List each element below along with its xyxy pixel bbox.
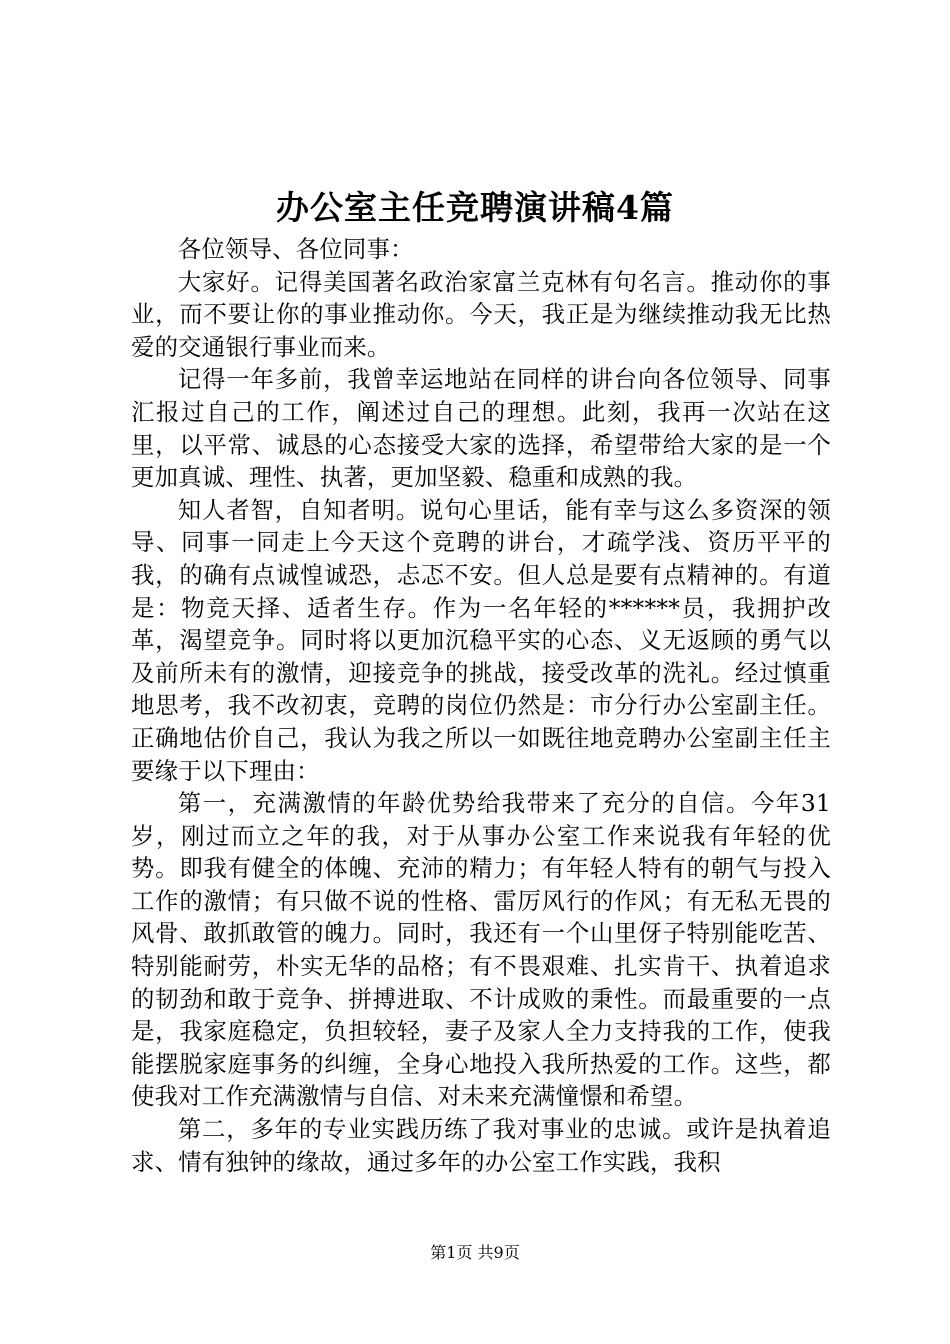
document-title: 办公室主任竞聘演讲稿4篇 (276, 188, 674, 227)
paragraph: 知人者智，自知者明。说句心里话，能有幸与这么多资深的领导、同事一同走上今天这个竞聘的讲台，才疏学浅、资历平平的我，的确有点诚惶诚恐，忐忑不安。但人总是要有点精神的。有道是：物竞天择、适者生存。作为一名年轻的******员，我拥护改革，渴望竞争。同时将以更加沉稳平实的心态、义无返顾的勇气以及前所未有的激情，迎接竞争的挑战，接受改革的洗礼。经过慎重地思考，我不改初衷，竞聘的岗位仍然是：市分行办公室副主任。正确地估价自己，我认为我之所以一如既往地竞聘办公室副主任主要缘于以下理由： (131, 495, 831, 785)
document-body (131, 233, 831, 1178)
page-footer: 第1页 共9页 (430, 1243, 520, 1262)
paragraph: 大家好。记得美国著名政治家富兰克林有句名言。推动你的事业，而不要让你的事业推动你。今天，我正是为继续推动我无比热爱的交通银行事业而来。 (131, 267, 831, 361)
paragraph-greeting: 各位领导、各位同事： (177, 235, 414, 263)
paragraph: 第二，多年的专业实践历练了我对事业的忠诚。或许是执着追求、情有独钟的缘故，通过多年的办公室工作实践，我积 (131, 1115, 831, 1176)
paragraph: 第一，充满激情的年龄优势给我带来了充分的自信。今年31岁，刚过而立之年的我，对于从事办公室工作来说我有年轻的优势。即我有健全的体魄、充沛的精力；有年轻人特有的朝气与投入工作的激情；有只做不说的性格、雷厉风行的作风；有无私无畏的风骨、敢抓敢管的魄力。同时，我还有一个山里伢子特别能吃苦、特别能耐劳，朴实无华的品格；有不畏艰难、扎实肯干、执着追求的韧劲和敢于竞争、拼搏进取、不计成败的秉性。而最重要的一点是，我家庭稳定，负担较轻，妻子及家人全力支持我的工作，使我能摆脱家庭事务的纠缠，全身心地投入我所热爱的工作。这些，都使我对工作充满激情与自信、对未来充满憧憬和希望。 (131, 789, 831, 1111)
paragraph: 记得一年多前，我曾幸运地站在同样的讲台向各位领导、同事汇报过自己的工作，阐述过自己的理想。此刻，我再一次站在这里，以平常、诚恳的心态接受大家的选择，希望带给大家的是一个更加真诚、理性、执著，更加坚毅、稳重和成熟的我。 (131, 365, 831, 492)
